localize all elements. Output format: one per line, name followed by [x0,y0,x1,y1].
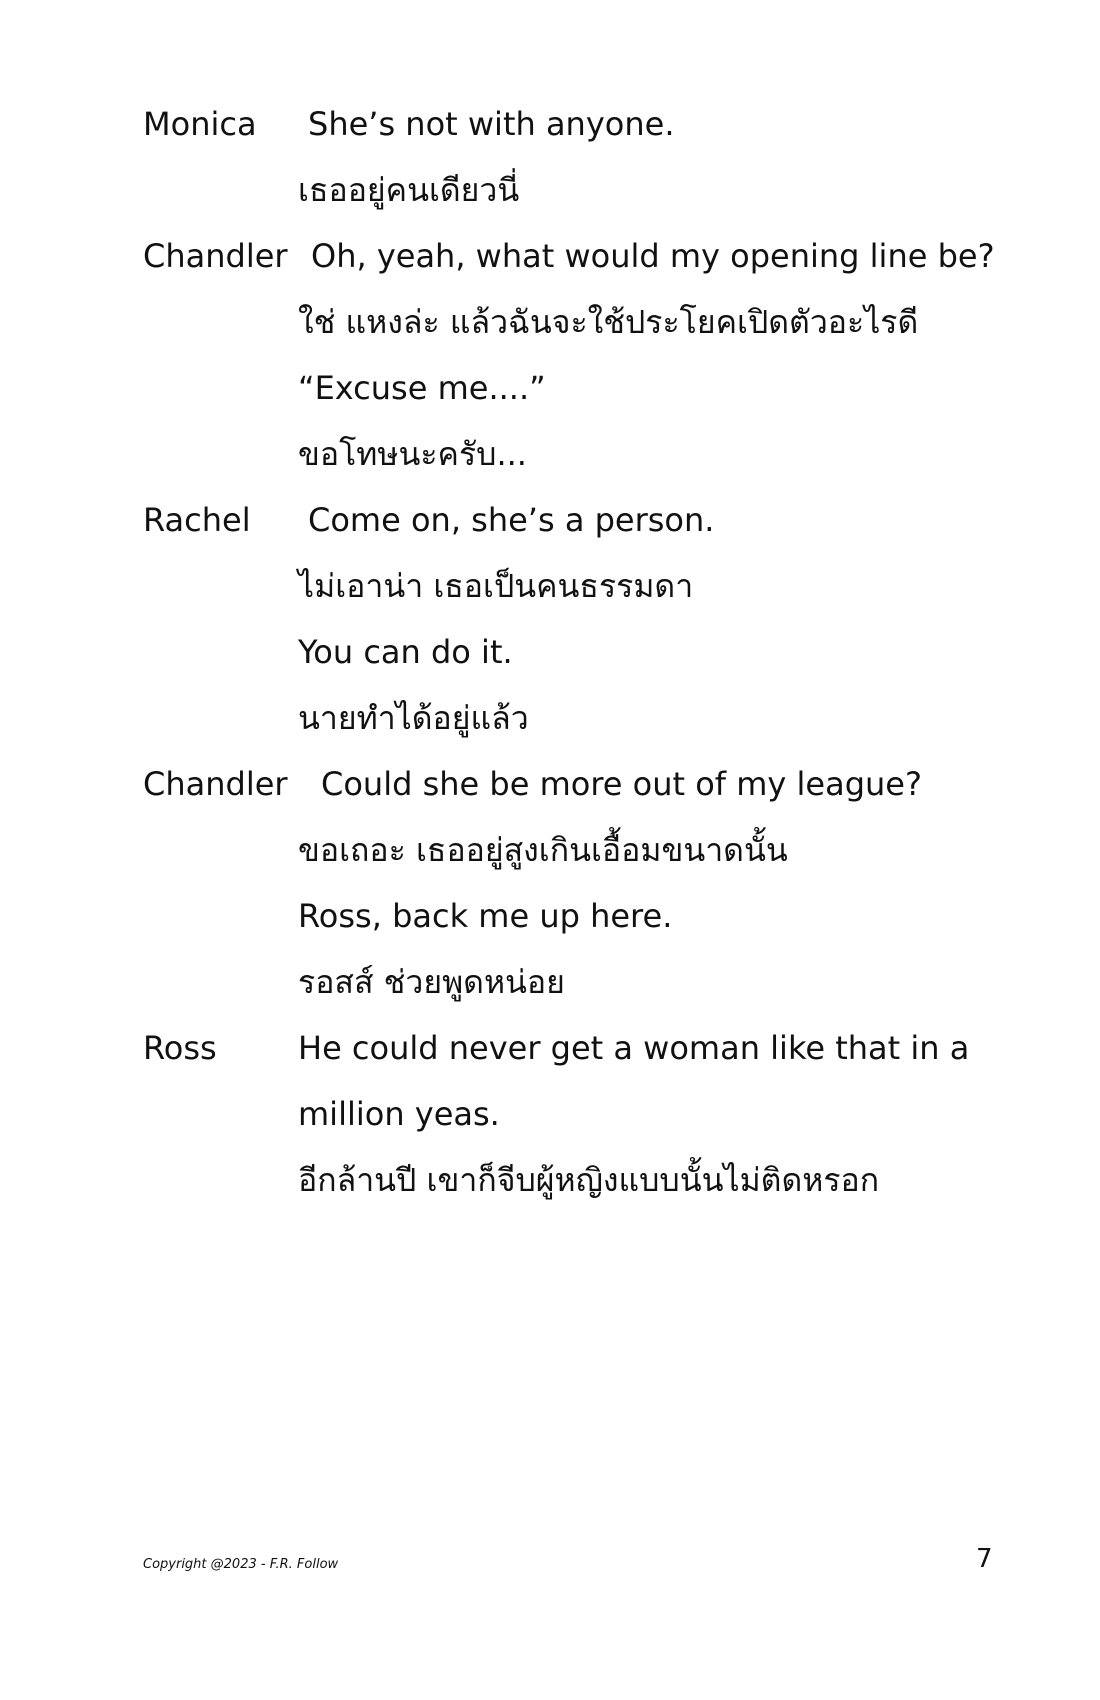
speaker-name: Chandler [143,237,288,275]
dialogue-line: Oh, yeah, what would my opening line be? [311,237,995,275]
dialogue-translation: ไม่เอาน่า เธอเป็นคนธรรมดา [298,567,694,605]
copyright-notice: Copyright @2023 - F.R. Follow [143,1557,339,1572]
dialogue-line: million yeas. [298,1095,500,1133]
page-number: 7 [976,1544,993,1574]
dialogue-line: You can do it. [298,633,513,671]
dialogue-translation: ขอโทษนะครับ... [298,435,527,473]
dialogue-line: Come on, she’s a person. [308,501,715,539]
dialogue-line: Could she be more out of my league? [321,765,922,803]
dialogue-translation: เธออยู่คนเดียวนี่ [298,171,520,209]
dialogue-line: She’s not with anyone. [308,105,675,143]
speaker-name: Rachel [143,501,251,539]
dialogue-line: Ross, back me up here. [298,897,673,935]
speaker-name: Monica [143,105,257,143]
speaker-name: Ross [143,1029,217,1067]
dialogue-line: “Excuse me....” [298,369,546,407]
dialogue-translation: นายทำได้อยู่แล้ว [298,699,529,737]
dialogue-translation: ขอเถอะ เธออยู่สูงเกินเอื้อมขนาดนั้น [298,831,788,869]
dialogue-translation: ใช่ แหงล่ะ แล้วฉันจะใช้ประโยคเปิดตัวอะไรดี [298,303,919,341]
dialogue-translation: รอสส์ ช่วยพูดหน่อย [298,963,565,1001]
speaker-name: Chandler [143,765,288,803]
dialogue-translation: อีกล้านปี เขาก็จีบผู้หญิงแบบนั้นไม่ติดหรอก [298,1161,880,1199]
dialogue-line: He could never get a woman like that in a [298,1029,970,1067]
